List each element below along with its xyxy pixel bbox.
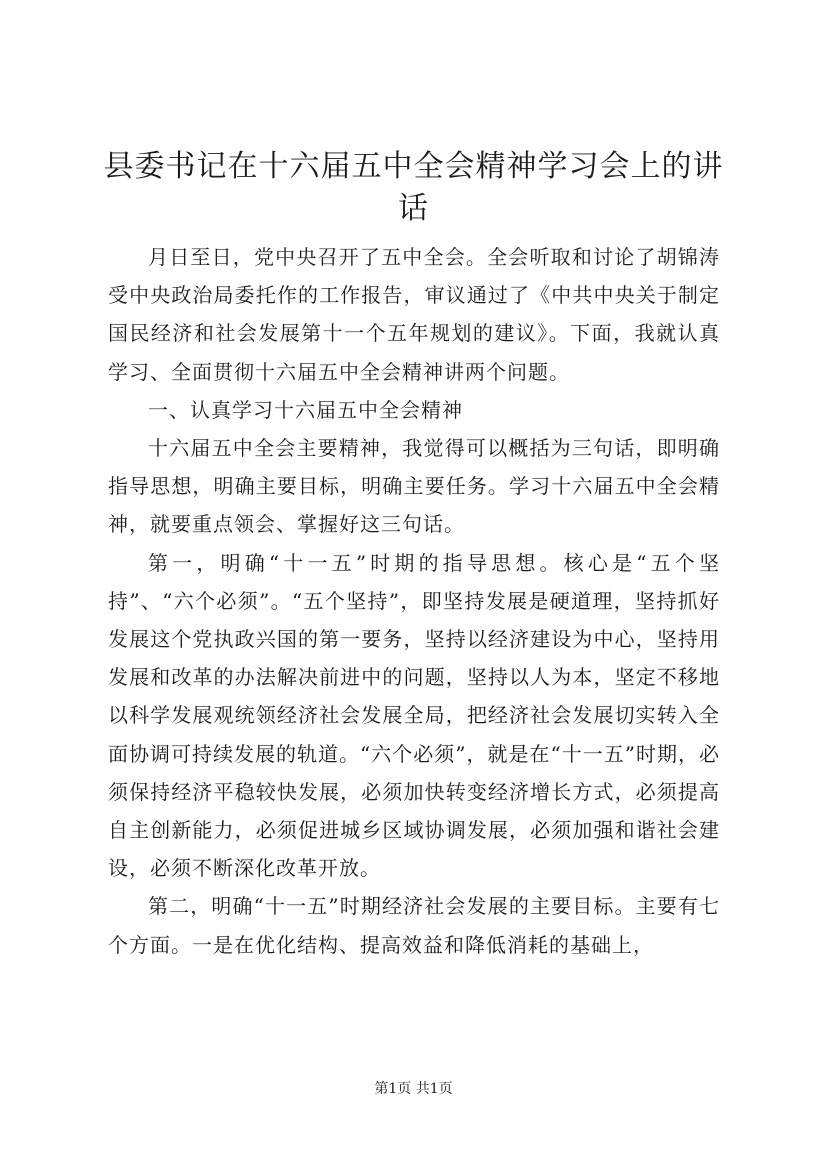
paragraph-main-goals: 第二，明确“十一五”时期经济社会发展的主要目标。主要有七个方面。一是在优化结构、提高效益和降低消耗的基础上，: [108, 894, 720, 957]
page-number-footer: 第1页 共1页: [374, 1081, 453, 1097]
paragraph-intro: 月日至日，党中央召开了五中全会。全会听取和讨论了胡锦涛受中央政治局委托作的工作报告，审议通过了《中共中央关于制定国民经济和社会发展第十一个五年规划的建议》。下面，我就认真学习、全面贯彻十六届五中全会精神讲两个问题。: [108, 245, 720, 384]
document-title: 县委书记在十六届五中全会精神学习会上的讲话: [103, 149, 724, 226]
paragraph-summary: 十六届五中全会主要精神，我觉得可以概括为三句话，即明确指导思想，明确主要目标，明确主要任务。学习十六届五中全会精神，就要重点领会、掌握好这三句话。: [108, 436, 720, 537]
section-heading-one: 一、认真学习十六届五中全会精神: [148, 397, 463, 422]
paragraph-guiding-thought: 第一，明确“十一五”时期的指导思想。核心是“五个坚持”、“六个必须”。“五个坚持”，即坚持发展是硬道理，坚持抓好发展这个党执政兴国的第一要务，坚持以经济建设为中心，坚持用发展和改革的办法解决前进中的问题，坚持以人为本，坚定不移地以科学发展观统领经济社会发展全局，把经济社会发展切实转入全面协调可持续发展的轨道。“六个必须”，就是在“十一五”时期，必须保持经济平稳较快发展，必须加快转变经济增长方式，必须提高自主创新能力，必须促进城乡区域协调发展，必须加强和谐社会建设，必须不断深化改革开放。: [108, 550, 720, 881]
document-body: [108, 238, 720, 964]
